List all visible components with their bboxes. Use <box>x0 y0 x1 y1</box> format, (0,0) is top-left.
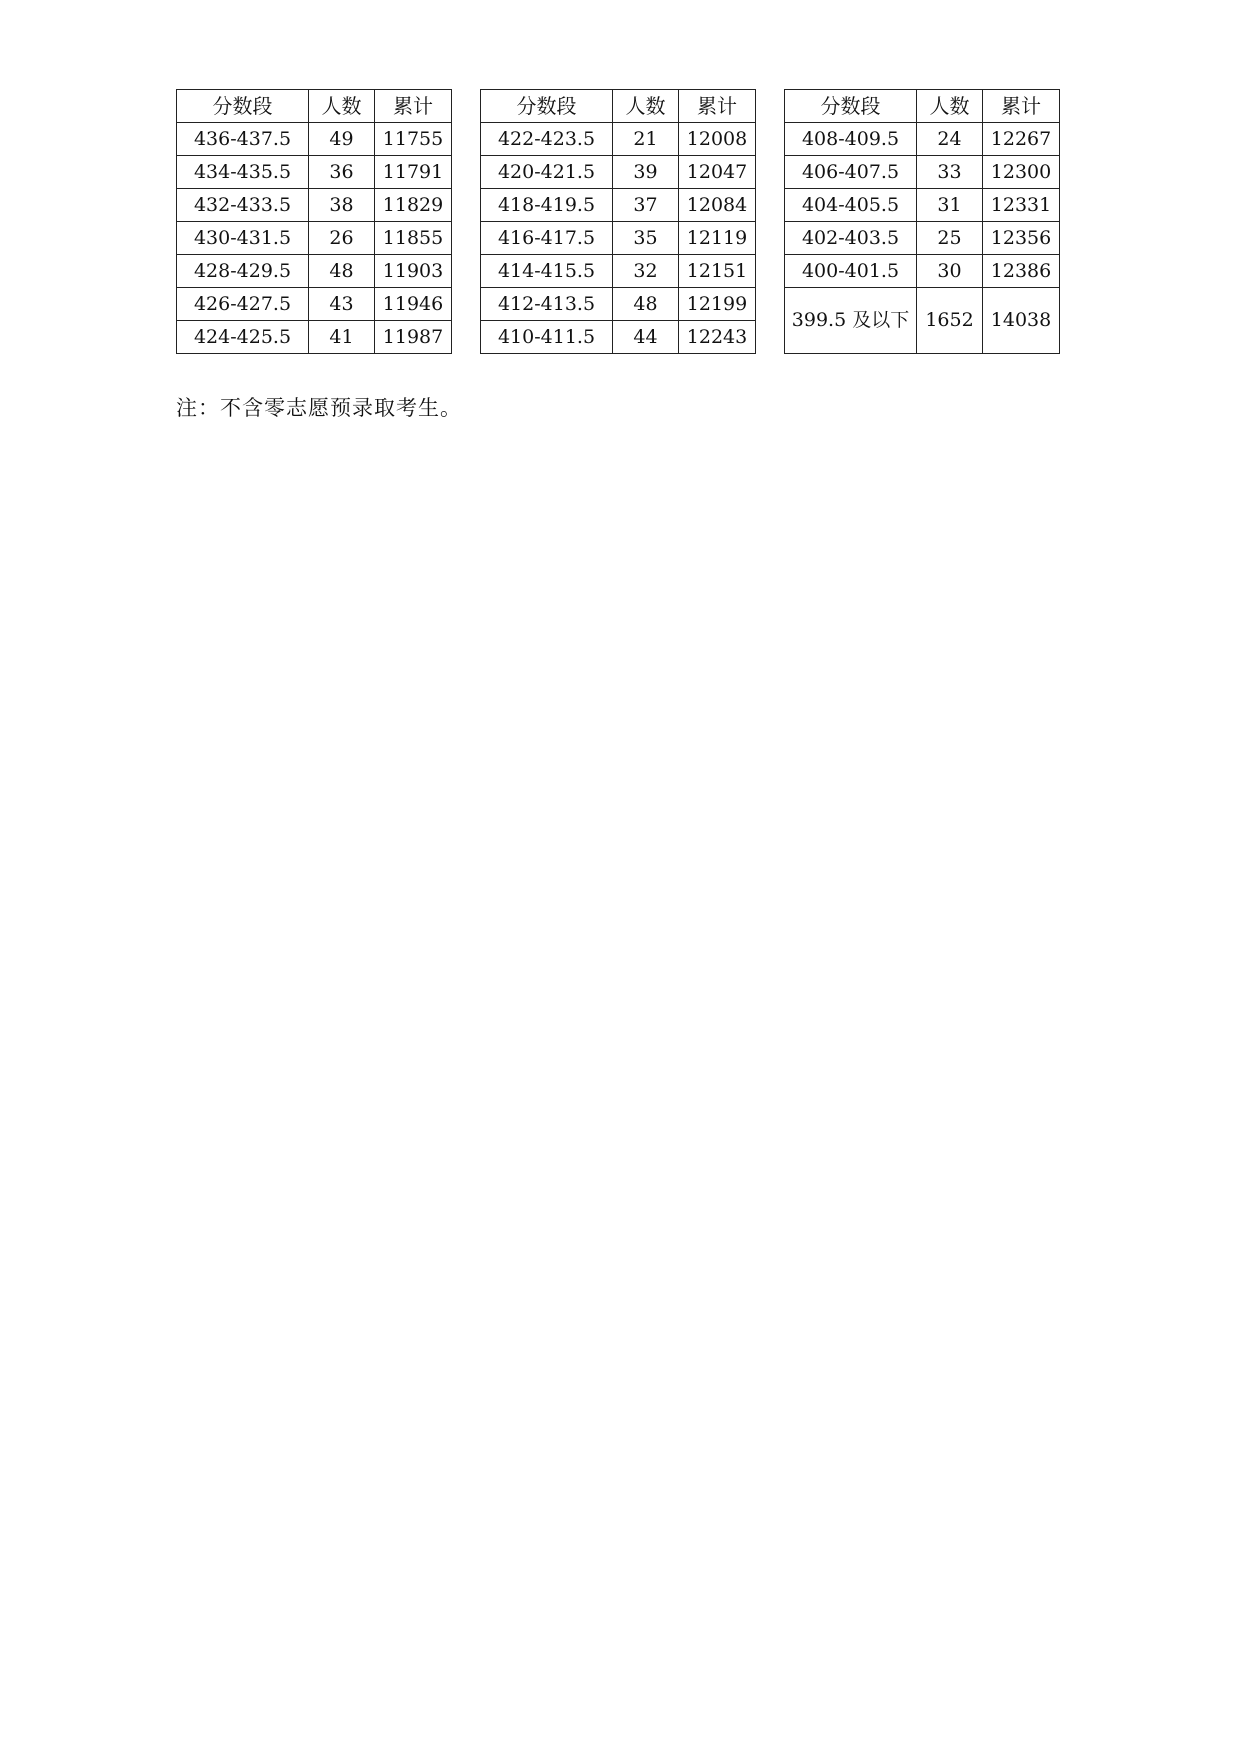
count-cell: 39 <box>613 156 679 189</box>
count-cell: 26 <box>309 222 375 255</box>
cumulative-cell: 11987 <box>375 321 452 354</box>
cumulative-cell: 12386 <box>983 255 1060 288</box>
score-range-cell: 424-425.5 <box>177 321 309 354</box>
count-cell: 30 <box>917 255 983 288</box>
count-cell: 25 <box>917 222 983 255</box>
header-cumulative: 累计 <box>679 90 756 123</box>
cumulative-cell: 12119 <box>679 222 756 255</box>
score-range-cell: 426-427.5 <box>177 288 309 321</box>
count-cell: 36 <box>309 156 375 189</box>
count-cell: 31 <box>917 189 983 222</box>
score-table-3 <box>784 89 1060 354</box>
score-range-cell: 406-407.5 <box>785 156 917 189</box>
count-cell: 24 <box>917 123 983 156</box>
score-range-cell: 402-403.5 <box>785 222 917 255</box>
table-row <box>481 288 756 321</box>
table-row <box>785 123 1060 156</box>
score-range-cell: 436-437.5 <box>177 123 309 156</box>
score-range-cell: 400-401.5 <box>785 255 917 288</box>
score-table-1 <box>176 89 452 354</box>
table-row <box>785 255 1060 288</box>
header-cumulative: 累计 <box>375 90 452 123</box>
count-cell: 48 <box>613 288 679 321</box>
count-cell: 32 <box>613 255 679 288</box>
score-range-cell: 420-421.5 <box>481 156 613 189</box>
table-header-row <box>785 90 1060 123</box>
table-row <box>785 189 1060 222</box>
header-count: 人数 <box>917 90 983 123</box>
cumulative-cell: 11755 <box>375 123 452 156</box>
header-score-range: 分数段 <box>481 90 613 123</box>
table-row <box>177 222 452 255</box>
table-row <box>785 288 1060 354</box>
table-row <box>481 123 756 156</box>
cumulative-cell: 12151 <box>679 255 756 288</box>
cumulative-cell: 12300 <box>983 156 1060 189</box>
count-cell: 37 <box>613 189 679 222</box>
count-cell: 38 <box>309 189 375 222</box>
count-cell: 49 <box>309 123 375 156</box>
count-cell: 41 <box>309 321 375 354</box>
table-header-row <box>481 90 756 123</box>
footnote: 注：不含零志愿预录取考生。 <box>176 396 462 420</box>
score-range-cell: 434-435.5 <box>177 156 309 189</box>
cumulative-cell: 12084 <box>679 189 756 222</box>
table-row <box>785 222 1060 255</box>
score-range-cell: 412-413.5 <box>481 288 613 321</box>
cumulative-cell: 12356 <box>983 222 1060 255</box>
count-cell: 33 <box>917 156 983 189</box>
cumulative-cell: 12199 <box>679 288 756 321</box>
table-row <box>177 321 452 354</box>
cumulative-cell: 11829 <box>375 189 452 222</box>
table-row <box>177 156 452 189</box>
count-cell: 1652 <box>917 288 983 354</box>
header-cumulative: 累计 <box>983 90 1060 123</box>
score-range-cell: 410-411.5 <box>481 321 613 354</box>
cumulative-cell: 11946 <box>375 288 452 321</box>
score-range-cell: 428-429.5 <box>177 255 309 288</box>
score-range-cell: 414-415.5 <box>481 255 613 288</box>
table-row <box>177 189 452 222</box>
cumulative-cell: 12267 <box>983 123 1060 156</box>
cumulative-cell: 12047 <box>679 156 756 189</box>
count-cell: 48 <box>309 255 375 288</box>
cumulative-cell: 14038 <box>983 288 1060 354</box>
count-cell: 43 <box>309 288 375 321</box>
header-count: 人数 <box>309 90 375 123</box>
header-score-range: 分数段 <box>785 90 917 123</box>
score-range-cell: 408-409.5 <box>785 123 917 156</box>
score-range-cell: 404-405.5 <box>785 189 917 222</box>
cumulative-cell: 12008 <box>679 123 756 156</box>
table-row <box>481 321 756 354</box>
score-range-cell: 430-431.5 <box>177 222 309 255</box>
table-row <box>177 288 452 321</box>
table-header-row <box>177 90 452 123</box>
header-score-range: 分数段 <box>177 90 309 123</box>
score-table-2 <box>480 89 756 354</box>
score-range-cell: 432-433.5 <box>177 189 309 222</box>
score-range-cell: 422-423.5 <box>481 123 613 156</box>
count-cell: 21 <box>613 123 679 156</box>
table-row <box>481 189 756 222</box>
table-row <box>481 156 756 189</box>
score-range-cell: 399.5 及以下 <box>785 288 917 354</box>
cumulative-cell: 11791 <box>375 156 452 189</box>
cumulative-cell: 11903 <box>375 255 452 288</box>
header-count: 人数 <box>613 90 679 123</box>
table-row <box>177 123 452 156</box>
table-row <box>481 255 756 288</box>
cumulative-cell: 11855 <box>375 222 452 255</box>
cumulative-cell: 12243 <box>679 321 756 354</box>
score-range-cell: 418-419.5 <box>481 189 613 222</box>
cumulative-cell: 12331 <box>983 189 1060 222</box>
count-cell: 44 <box>613 321 679 354</box>
table-row <box>481 222 756 255</box>
table-row <box>177 255 452 288</box>
table-row <box>785 156 1060 189</box>
count-cell: 35 <box>613 222 679 255</box>
score-range-cell: 416-417.5 <box>481 222 613 255</box>
